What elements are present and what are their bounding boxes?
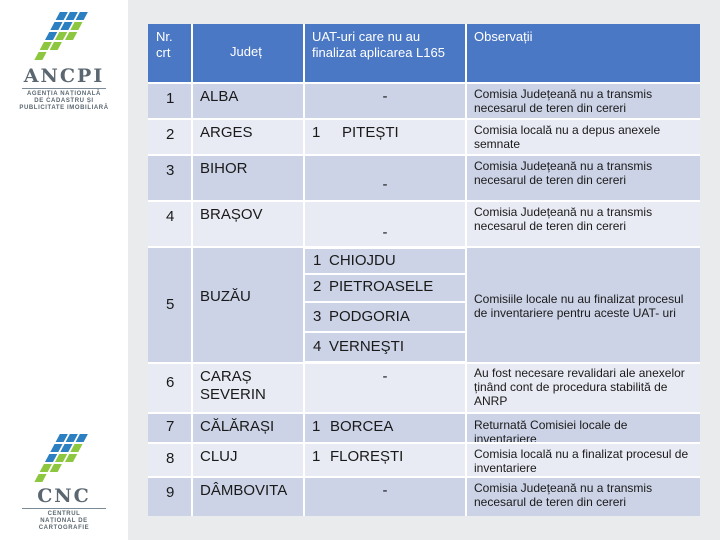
ancpi-emblem-icon	[34, 8, 94, 64]
row5-uat-2	[304, 274, 466, 302]
cnc-line-1: CENTRUL	[47, 511, 81, 517]
divider	[22, 508, 106, 509]
uat-name: PODGORIA	[329, 308, 410, 325]
row5-nr: 5	[148, 248, 192, 362]
cnc-name: CNC	[37, 485, 91, 507]
ancpi-line-3: PUBLICITATE IMOBILIARĂ	[19, 105, 109, 111]
row4-obs: Comisia Județeană nu a transmis necesarul de teren din cereri	[466, 202, 700, 246]
row3-obs: Comisia Județeană nu a transmis necesarul de teren din cereri	[466, 156, 700, 200]
row5-uat-3	[304, 302, 466, 332]
row9-obs: Comisia Județeană nu a transmis necesarul de teren din cereri	[466, 478, 700, 516]
row5-uat-1	[304, 248, 466, 274]
row7-uat-name: BORCEA	[330, 418, 394, 435]
ancpi-line-1: AGENȚIA NAȚIONALĂ	[27, 91, 101, 97]
header-nr: Nr. crt	[148, 24, 192, 82]
row8-obs: Comisia locală nu a finalizat procesul de inventariere	[466, 444, 700, 476]
row4-nr: 4	[148, 202, 192, 246]
uat-name: CHIOJDU	[329, 252, 396, 269]
row2-judet: ARGES	[192, 120, 304, 154]
sidebar	[0, 0, 128, 540]
uat-table	[148, 24, 700, 516]
row3-judet: BIHOR	[192, 156, 304, 200]
uat-name: PIETROASELE	[329, 278, 434, 295]
row2-uat-num: 1	[312, 124, 321, 141]
row3-uat: -	[304, 156, 466, 200]
row4-uat: -	[304, 202, 466, 246]
column-divider	[191, 24, 193, 516]
row6-uat: -	[304, 364, 466, 412]
column-divider	[303, 24, 305, 516]
row1-nr: 1	[148, 84, 192, 118]
cnc-emblem-icon	[34, 430, 94, 484]
ancpi-line-2: DE CADASTRU ȘI	[34, 98, 94, 104]
row6-judet: CARAȘ SEVERIN	[192, 364, 304, 412]
row9-judet: DÂMBOVITA	[192, 478, 304, 516]
row2-nr: 2	[148, 120, 192, 154]
row5-uat-list	[304, 248, 466, 362]
ancpi-logo	[14, 8, 114, 112]
row7-uat	[304, 414, 466, 442]
uat-num: 2	[313, 278, 322, 295]
row8-uat	[304, 444, 466, 476]
row5-uat-4	[304, 332, 466, 362]
uat-num: 3	[313, 308, 322, 325]
row2-obs: Comisia locală nu a depus anexele semnate	[466, 120, 700, 154]
row1-uat: -	[304, 84, 466, 118]
uat-name: VERNEŞTI	[329, 338, 405, 355]
row7-nr: 7	[148, 414, 192, 442]
header-uat: UAT-uri care nu au finalizat aplicarea L165	[304, 24, 466, 82]
cnc-line-2: NAȚIONAL DE	[40, 518, 88, 524]
row1-obs: Comisia Județeană nu a transmis necesarul de teren din cereri	[466, 84, 700, 118]
header-judet: Județ	[192, 24, 304, 82]
header-observatii: Observații	[466, 24, 700, 82]
uat-num: 1	[313, 252, 322, 269]
cnc-line-3: CARTOGRAFIE	[38, 525, 90, 531]
column-divider	[465, 24, 467, 516]
row8-uat-num: 1	[312, 448, 321, 465]
row8-nr: 8	[148, 444, 192, 476]
row1-judet: ALBA	[192, 84, 304, 118]
row9-uat: -	[304, 478, 466, 516]
uat-num: 4	[313, 338, 322, 355]
row7-judet: CĂLĂRAȘI	[192, 414, 304, 442]
ancpi-name: ANCPI	[23, 65, 105, 87]
row8-judet: CLUJ	[192, 444, 304, 476]
row4-judet: BRAȘOV	[192, 202, 304, 246]
row2-uat-name: PITEȘTI	[342, 124, 399, 141]
row7-uat-num: 1	[312, 418, 321, 435]
row9-nr: 9	[148, 478, 192, 516]
row6-obs: Au fost necesare revalidari ale anexelor ținând cont de procedura stabilită de ANRP	[466, 364, 700, 412]
row8-uat-name: FLOREȘTI	[330, 448, 404, 465]
row5-judet: BUZĂU	[192, 248, 304, 362]
cnc-logo	[14, 430, 114, 532]
row7-obs: Returnată Comisiei locale de inventariere	[466, 414, 700, 442]
row6-nr: 6	[148, 364, 192, 412]
row5-obs: Comisiile locale nu au finalizat procesul de inventariere pentru aceste UAT- uri	[466, 248, 700, 362]
row2-uat	[304, 120, 466, 154]
row3-nr: 3	[148, 156, 192, 200]
divider	[22, 88, 106, 89]
